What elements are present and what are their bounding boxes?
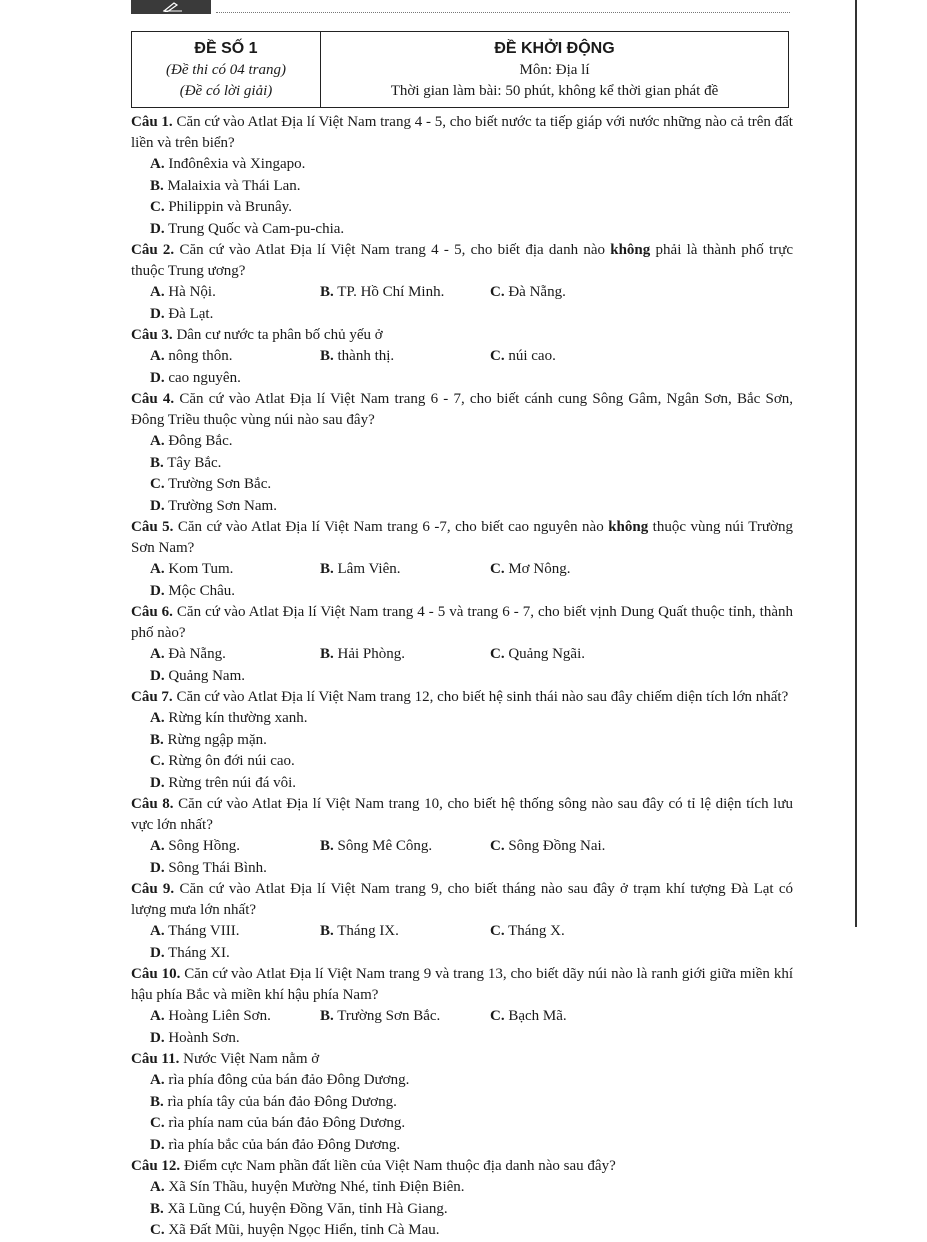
option-key: B. xyxy=(320,348,334,364)
answer-option xyxy=(150,666,320,688)
question-stem xyxy=(131,325,793,346)
option-key: A. xyxy=(150,1072,165,1088)
question-stem xyxy=(131,1156,793,1177)
answer-options xyxy=(131,836,793,879)
question-block xyxy=(131,794,793,879)
question-number: Câu 8. xyxy=(131,796,174,812)
question-block xyxy=(131,240,793,325)
option-key: D. xyxy=(150,220,165,237)
option-text: Tháng X. xyxy=(504,923,565,939)
question-text: Điểm cực Nam phần đất liền của Việt Nam thuộc địa danh nào sau đây? xyxy=(180,1158,616,1174)
option-text: Kom Tum. xyxy=(164,561,234,577)
option-key: D. xyxy=(150,944,165,961)
option-key: A. xyxy=(150,838,165,854)
answer-option xyxy=(150,858,320,880)
question-block xyxy=(131,325,793,389)
answer-option xyxy=(150,368,320,390)
answer-options xyxy=(131,921,793,964)
option-text: Trung Quốc và Cam-pu-chia. xyxy=(164,220,345,237)
answer-options xyxy=(131,346,793,389)
answer-options xyxy=(131,708,793,794)
question-block xyxy=(131,964,793,1049)
question-stem xyxy=(131,517,793,559)
answer-option xyxy=(490,559,660,581)
answer-option xyxy=(490,1006,660,1028)
question-text: Căn cứ vào Atlat Địa lí Việt Nam trang 9, cho biết tháng nào sau đây ở trạm khí tượng Đà Lạt có lượng mưa lớn nhất? xyxy=(131,881,793,918)
option-text: Sông Thái Bình. xyxy=(164,859,267,876)
answer-option xyxy=(150,282,320,304)
answer-option xyxy=(320,559,490,581)
option-text: Rừng ngập mặn. xyxy=(163,731,267,748)
option-text: Quảng Nam. xyxy=(164,667,245,684)
option-key: D. xyxy=(150,667,165,684)
option-key: A. xyxy=(150,1008,165,1024)
option-key: B. xyxy=(150,454,164,471)
question-text: Căn cứ vào Atlat Địa lí Việt Nam trang 12, cho biết hệ sinh thái nào sau đây chiếm diện tích lớn nhất? xyxy=(172,689,789,705)
answer-option xyxy=(150,1135,490,1157)
option-text: Rừng trên núi đá vôi. xyxy=(164,774,297,791)
answer-options xyxy=(131,644,793,687)
option-text: Trường Sơn Nam. xyxy=(164,497,277,514)
pages-note: (Đề thi có 04 trang) xyxy=(166,62,286,78)
answer-options xyxy=(131,282,793,325)
question-stem xyxy=(131,112,793,154)
answer-option xyxy=(150,219,490,241)
answer-options xyxy=(131,431,793,517)
question-block xyxy=(131,517,793,602)
question-block xyxy=(131,687,793,794)
option-key: B. xyxy=(150,1200,164,1217)
answer-option xyxy=(150,581,320,603)
option-text: rìa phía đông của bán đảo Đông Dương. xyxy=(164,1072,410,1088)
question-block xyxy=(131,112,793,240)
option-key: B. xyxy=(320,838,334,854)
question-number: Câu 3. xyxy=(131,327,173,343)
question-text: Căn cứ vào Atlat Địa lí Việt Nam trang 10, cho biết hệ thống sông nào sau đây có tỉ lệ diện tích lưu vực lớn nhất? xyxy=(131,796,793,833)
option-key: D. xyxy=(150,1029,165,1046)
option-text: Tháng XI. xyxy=(164,944,230,961)
option-text: Bạch Mã. xyxy=(504,1008,567,1024)
answer-options xyxy=(131,154,793,240)
option-text: Lâm Viên. xyxy=(333,561,401,577)
option-text: Xã Lũng Cú, huyện Đồng Văn, tỉnh Hà Giang. xyxy=(163,1200,448,1217)
option-key: C. xyxy=(490,1008,505,1024)
question-block xyxy=(131,602,793,687)
option-key: C. xyxy=(150,476,165,492)
exam-header-right xyxy=(321,32,788,107)
question-number: Câu 6. xyxy=(131,604,173,620)
option-text: Inđônêxia và Xingapo. xyxy=(164,156,306,172)
option-text: Hoành Sơn. xyxy=(164,1029,240,1046)
answer-option xyxy=(320,282,490,304)
option-key: B. xyxy=(150,1093,164,1110)
question-list xyxy=(131,112,793,1242)
answer-option xyxy=(150,1177,790,1199)
answer-option xyxy=(490,346,660,368)
exam-duration: Thời gian làm bài: 50 phút, không kể thời gian phát đề xyxy=(390,83,719,99)
option-key: A. xyxy=(150,646,165,662)
option-text: Đà Nẵng. xyxy=(164,646,226,662)
question-number: Câu 12. xyxy=(131,1158,181,1174)
question-text-continued: thuộc vùng núi Trường Sơn Nam? xyxy=(131,519,793,556)
pen-icon xyxy=(160,0,188,12)
option-text: Xã Đất Mũi, huyện Ngọc Hiển, tỉnh Cà Mau. xyxy=(164,1222,440,1238)
option-text: Rừng kín thường xanh. xyxy=(164,710,308,726)
page-edge-rule xyxy=(855,0,857,927)
question-text: Căn cứ vào Atlat Địa lí Việt Nam trang 9 và trang 13, cho biết dãy núi nào là ranh giới giữa miền khí hậu phía Bắc và miền khí hậu phía Nam? xyxy=(131,966,793,1003)
option-text: Rừng ôn đới núi cao. xyxy=(164,753,295,769)
answer-option xyxy=(490,644,660,666)
option-key: C. xyxy=(490,284,505,300)
answer-option xyxy=(150,943,320,965)
option-key: C. xyxy=(490,646,505,662)
answer-option xyxy=(150,1028,320,1050)
answer-option xyxy=(150,921,320,943)
answer-option xyxy=(150,197,490,219)
question-stem xyxy=(131,964,793,1006)
question-stem xyxy=(131,240,793,282)
option-key: D. xyxy=(150,774,165,791)
option-text: Đông Bắc. xyxy=(164,433,233,449)
answer-option xyxy=(150,304,320,326)
option-key: D. xyxy=(150,859,165,876)
option-key: A. xyxy=(150,156,165,172)
answer-option xyxy=(150,1113,490,1135)
option-key: B. xyxy=(320,284,334,300)
option-text: Hoàng Liên Sơn. xyxy=(164,1008,271,1024)
option-key: A. xyxy=(150,710,165,726)
exam-title: ĐỀ KHỞI ĐỘNG xyxy=(494,40,615,57)
answer-option xyxy=(490,921,660,943)
option-text: núi cao. xyxy=(504,348,556,364)
option-text: rìa phía nam của bán đảo Đông Dương. xyxy=(164,1115,406,1131)
answer-option xyxy=(150,1070,490,1092)
option-text: Sông Đồng Nai. xyxy=(504,838,606,854)
option-text: Tháng VIII. xyxy=(164,923,240,939)
question-stem xyxy=(131,879,793,921)
question-stem xyxy=(131,687,793,708)
answer-option xyxy=(320,921,490,943)
option-text: Đà Nẵng. xyxy=(504,284,566,300)
option-key: A. xyxy=(150,348,165,364)
question-stem xyxy=(131,602,793,644)
answer-option xyxy=(320,644,490,666)
option-text: Đà Lạt. xyxy=(164,305,214,322)
option-key: D. xyxy=(150,497,165,514)
option-key: C. xyxy=(490,561,505,577)
option-text: Xã Sín Thầu, huyện Mường Nhé, tỉnh Điện Biên. xyxy=(164,1179,465,1195)
answer-option xyxy=(150,1006,320,1028)
option-key: D. xyxy=(150,582,165,599)
question-text: Nước Việt Nam nằm ở xyxy=(179,1051,320,1067)
question-stem xyxy=(131,1049,793,1070)
answer-option xyxy=(150,1220,790,1242)
option-key: B. xyxy=(320,923,334,939)
option-text: Trường Sơn Bắc. xyxy=(164,476,272,492)
option-key: B. xyxy=(320,561,334,577)
question-number: Câu 9. xyxy=(131,881,175,897)
answer-option xyxy=(150,773,490,795)
question-text: Căn cứ vào Atlat Địa lí Việt Nam trang 4 - 5, cho biết địa danh nào xyxy=(174,242,611,258)
option-key: C. xyxy=(150,753,165,769)
answer-option xyxy=(150,836,320,858)
option-text: Philippin và Brunây. xyxy=(164,199,292,215)
question-number: Câu 5. xyxy=(131,519,174,535)
question-block xyxy=(131,1049,793,1156)
answers-note: (Đề có lời giải) xyxy=(179,83,273,99)
option-text: rìa phía bắc của bán đảo Đông Dương. xyxy=(164,1136,401,1153)
answer-option xyxy=(150,751,490,773)
option-key: A. xyxy=(150,284,165,300)
answer-option xyxy=(150,431,490,453)
option-text: Mộc Châu. xyxy=(164,582,236,599)
question-stem xyxy=(131,794,793,836)
question-text-continued: phải là thành phố trực thuộc Trung ương? xyxy=(131,242,793,279)
answer-option xyxy=(150,559,320,581)
answer-option xyxy=(150,1092,490,1114)
question-number: Câu 7. xyxy=(131,689,173,705)
answer-options xyxy=(131,559,793,602)
question-block xyxy=(131,1156,793,1242)
option-key: D. xyxy=(150,305,165,322)
option-text: rìa phía tây của bán đảo Đông Dương. xyxy=(163,1093,397,1110)
answer-options xyxy=(131,1070,793,1156)
exam-header-left xyxy=(132,32,321,107)
answer-option xyxy=(150,154,490,176)
option-key: C. xyxy=(490,923,505,939)
answer-option xyxy=(150,708,490,730)
option-text: Sông Mê Công. xyxy=(333,838,433,854)
answer-option xyxy=(150,496,490,518)
question-text: Căn cứ vào Atlat Địa lí Việt Nam trang 4 - 5 và trang 6 - 7, cho biết vịnh Dung Quất thuộc tỉnh, thành phố nào? xyxy=(131,604,793,641)
option-key: C. xyxy=(150,1115,165,1131)
question-number: Câu 4. xyxy=(131,391,175,407)
question-text: Dân cư nước ta phân bố chủ yếu ở xyxy=(172,327,383,343)
question-text: Căn cứ vào Atlat Địa lí Việt Nam trang 6 -7, cho biết cao nguyên nào xyxy=(173,519,609,535)
answer-option xyxy=(150,453,490,475)
option-key: B. xyxy=(150,177,164,194)
option-text: TP. Hồ Chí Minh. xyxy=(333,284,445,300)
exam-header-box xyxy=(131,31,789,108)
option-text: Malaixia và Thái Lan. xyxy=(163,177,301,194)
answer-option xyxy=(150,730,490,752)
question-number: Câu 10. xyxy=(131,966,181,982)
option-text: Hải Phòng. xyxy=(333,646,406,662)
option-text: Trường Sơn Bắc. xyxy=(333,1008,441,1024)
answer-option xyxy=(150,1199,790,1221)
option-text: Quảng Ngãi. xyxy=(504,646,585,662)
exam-subject: Môn: Địa lí xyxy=(519,62,590,78)
option-key: C. xyxy=(150,1222,165,1238)
question-number: Câu 11. xyxy=(131,1051,180,1067)
option-text: Tây Bắc. xyxy=(163,454,222,471)
question-stem xyxy=(131,389,793,431)
option-key: C. xyxy=(150,199,165,215)
question-text: Căn cứ vào Atlat Địa lí Việt Nam trang 4 - 5, cho biết nước ta tiếp giáp với nước những nào cả trên đất liền và trên biển? xyxy=(131,114,793,151)
question-number: Câu 2. xyxy=(131,242,175,258)
option-text: Mơ Nông. xyxy=(504,561,571,577)
question-block xyxy=(131,879,793,964)
answer-option xyxy=(490,282,660,304)
answer-option xyxy=(150,644,320,666)
answer-option xyxy=(150,346,320,368)
option-key: B. xyxy=(320,1008,334,1024)
answer-options xyxy=(131,1006,793,1049)
option-key: D. xyxy=(150,1136,165,1153)
option-text: cao nguyên. xyxy=(164,369,241,386)
option-text: Hà Nội. xyxy=(164,284,216,300)
option-text: thành thị. xyxy=(333,348,395,364)
answer-option xyxy=(320,836,490,858)
exam-number: ĐỀ SỐ 1 xyxy=(194,40,258,57)
answer-option xyxy=(320,346,490,368)
answer-options xyxy=(131,1177,793,1242)
option-key: C. xyxy=(490,838,505,854)
option-key: A. xyxy=(150,433,165,449)
answer-option xyxy=(150,176,490,198)
option-text: nông thôn. xyxy=(164,348,233,364)
answer-option xyxy=(490,836,660,858)
option-key: A. xyxy=(150,1179,165,1195)
option-key: B. xyxy=(320,646,334,662)
answer-option xyxy=(320,1006,490,1028)
header-dotted-rule xyxy=(216,12,790,13)
option-text: Tháng IX. xyxy=(333,923,399,939)
answer-option xyxy=(150,474,490,496)
option-text: Sông Hồng. xyxy=(164,838,241,854)
question-keyword: không xyxy=(610,242,651,258)
question-text: Căn cứ vào Atlat Địa lí Việt Nam trang 6 - 7, cho biết cánh cung Sông Gâm, Ngân Sơn, Bắc Sơn, Đông Triều thuộc vùng núi nào sau đây? xyxy=(131,391,793,428)
question-block xyxy=(131,389,793,517)
question-number: Câu 1. xyxy=(131,114,173,130)
question-keyword: không xyxy=(608,519,649,535)
option-key: C. xyxy=(490,348,505,364)
option-key: D. xyxy=(150,369,165,386)
option-key: A. xyxy=(150,923,165,939)
option-key: B. xyxy=(150,731,164,748)
option-key: A. xyxy=(150,561,165,577)
